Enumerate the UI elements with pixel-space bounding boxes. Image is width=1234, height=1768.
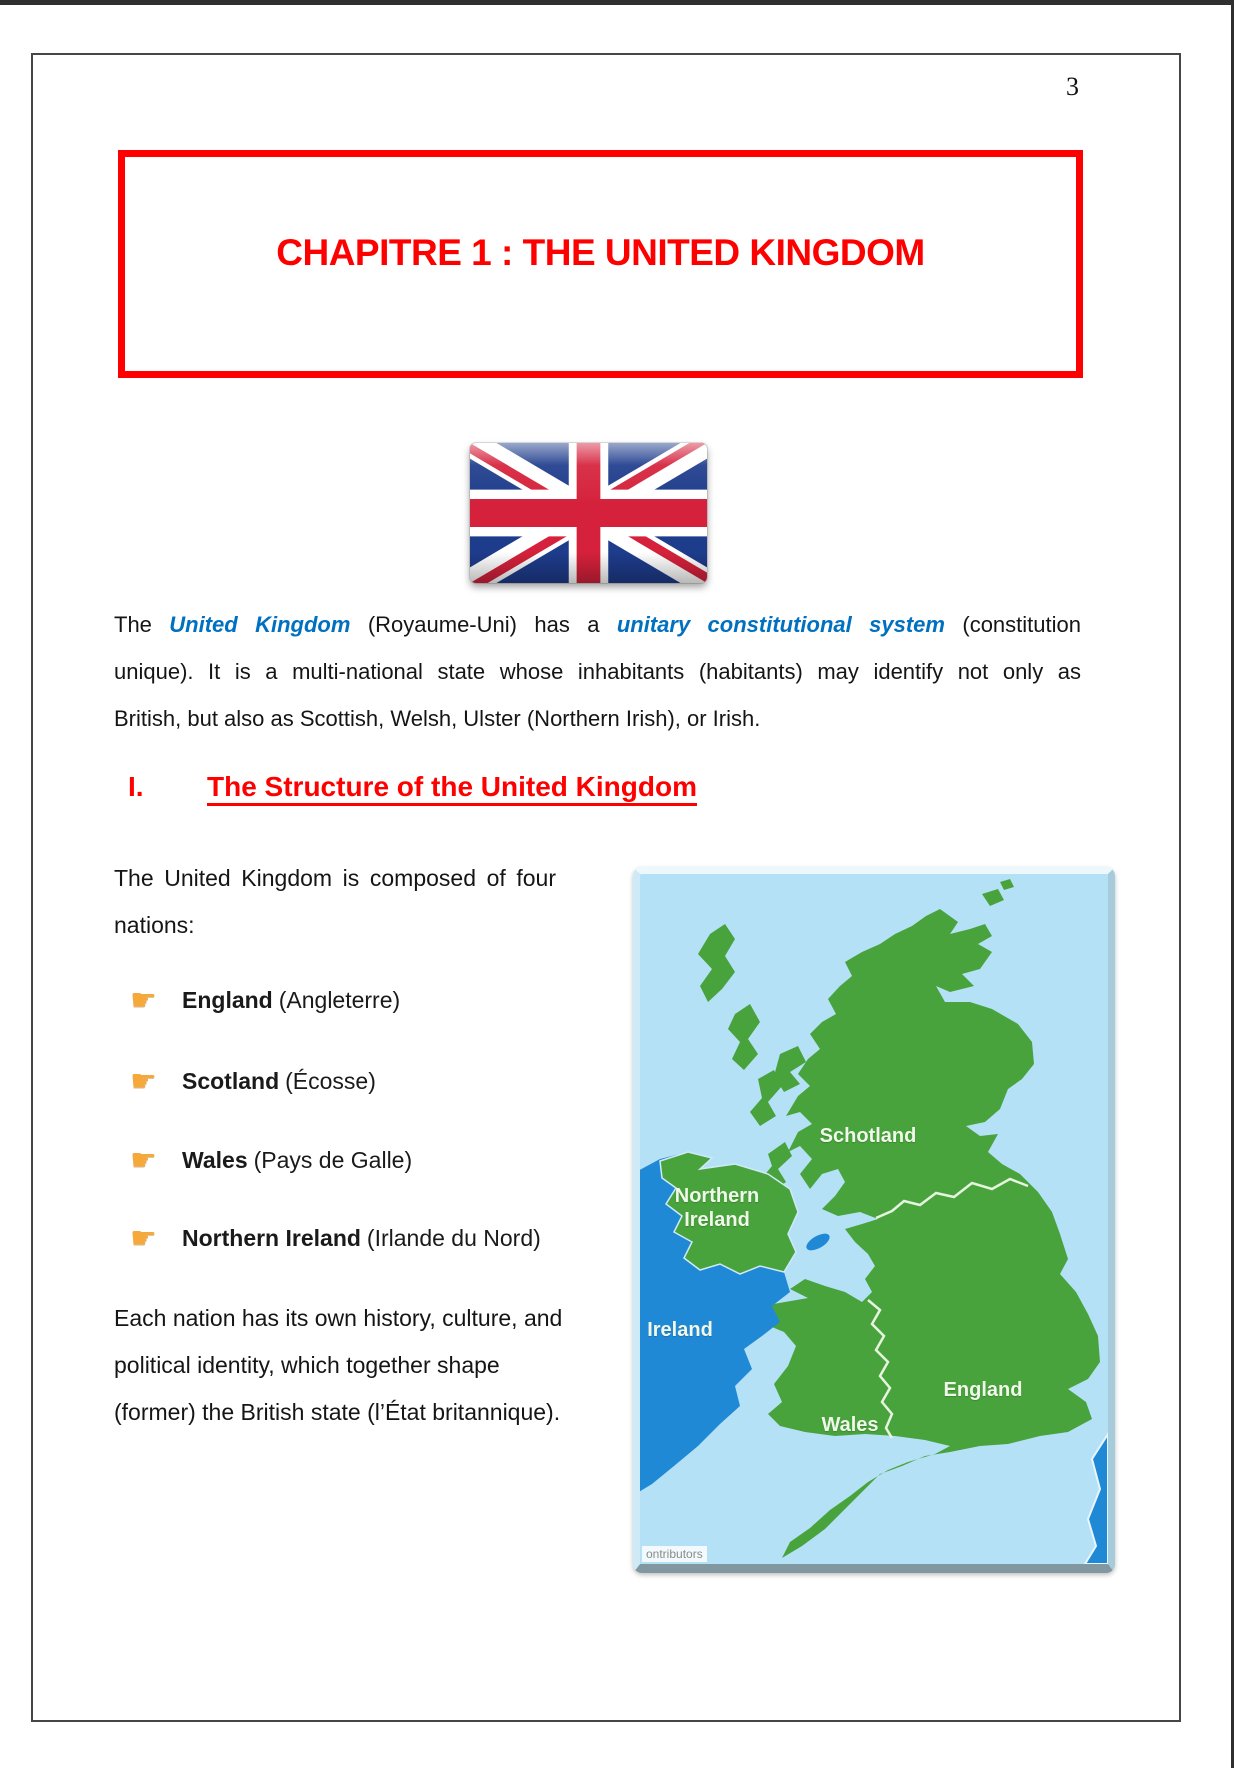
nation-name: Scotland [182, 1068, 280, 1094]
chapter-title-box [118, 150, 1083, 378]
window-top-edge [0, 0, 1234, 5]
intro-text: The [114, 612, 170, 637]
term-unitary-constitutional-system: unitary constitutional system [616, 612, 945, 637]
uk-map-canvas [640, 874, 1108, 1564]
section-heading [128, 770, 697, 804]
intro-line-3: British, but also as Scottish, Welsh, Ulster (Northern Irish), or Irish. [114, 706, 761, 731]
map-label-northern-ireland [657, 1184, 777, 1232]
map-label-northern-ireland-line1: Northern [674, 1185, 760, 1207]
closing-line-3: (former) the British state (l’État britannique). [114, 1399, 561, 1425]
pointing-hand-icon: ☛ [130, 1065, 157, 1098]
list-item-wales [130, 1142, 610, 1179]
intro-text: (Royaume-Uni) has a [350, 612, 617, 637]
closing-line-1: Each nation has its own history, culture, and [114, 1305, 563, 1331]
pointing-hand-icon: ☛ [130, 1222, 157, 1255]
map-label-ireland: Ireland [647, 1319, 713, 1341]
closing-line-2: political identity, which together shape [114, 1352, 500, 1378]
nation-annotation: (Écosse) [285, 1068, 376, 1094]
nation-annotation: (Irlande du Nord) [366, 1225, 541, 1251]
list-item-northern-ireland [130, 1220, 610, 1257]
pointing-hand-icon: ☛ [130, 984, 157, 1017]
intro-line-1 [114, 601, 1081, 648]
uk-map-image [633, 867, 1115, 1573]
nation-name: Northern Ireland [182, 1225, 361, 1251]
nation-annotation: (Pays de Galle) [253, 1147, 413, 1173]
section-title: The Structure of the United Kingdom [207, 771, 697, 802]
chapter-title: CHAPITRE 1 : THE UNITED KINGDOM [276, 232, 925, 273]
pointing-hand-icon: ☛ [130, 1144, 157, 1177]
list-item-england [130, 982, 610, 1019]
section-numeral: I. [128, 771, 144, 802]
map-label-northern-ireland-line2: Ireland [684, 1209, 750, 1231]
map-label-england: England [943, 1379, 1023, 1401]
closing-paragraph [114, 1295, 614, 1436]
intro-paragraph [114, 601, 1081, 742]
map-attribution: ontributors [642, 1546, 707, 1562]
composition-paragraph [114, 855, 556, 949]
nation-annotation: (Angleterre) [278, 987, 401, 1013]
list-item-scotland [130, 1063, 610, 1100]
composition-line-1: The United Kingdom is composed of four [114, 865, 556, 891]
nation-name: England [182, 987, 273, 1013]
intro-text: (constitution [944, 612, 1081, 637]
page-number: 3 [1066, 72, 1079, 101]
term-united-kingdom: United Kingdom [169, 612, 351, 637]
flag-gloss-overlay [470, 443, 707, 583]
map-label-scotland: Schotland [819, 1125, 917, 1147]
map-label-wales: Wales [821, 1414, 879, 1436]
intro-line-2: unique). It is a multi-national state whose inhabitants (habitants) may identify not only as [114, 659, 1081, 684]
union-jack-flag-image [470, 443, 707, 583]
composition-line-2: nations: [114, 912, 195, 938]
nation-name: Wales [182, 1147, 248, 1173]
